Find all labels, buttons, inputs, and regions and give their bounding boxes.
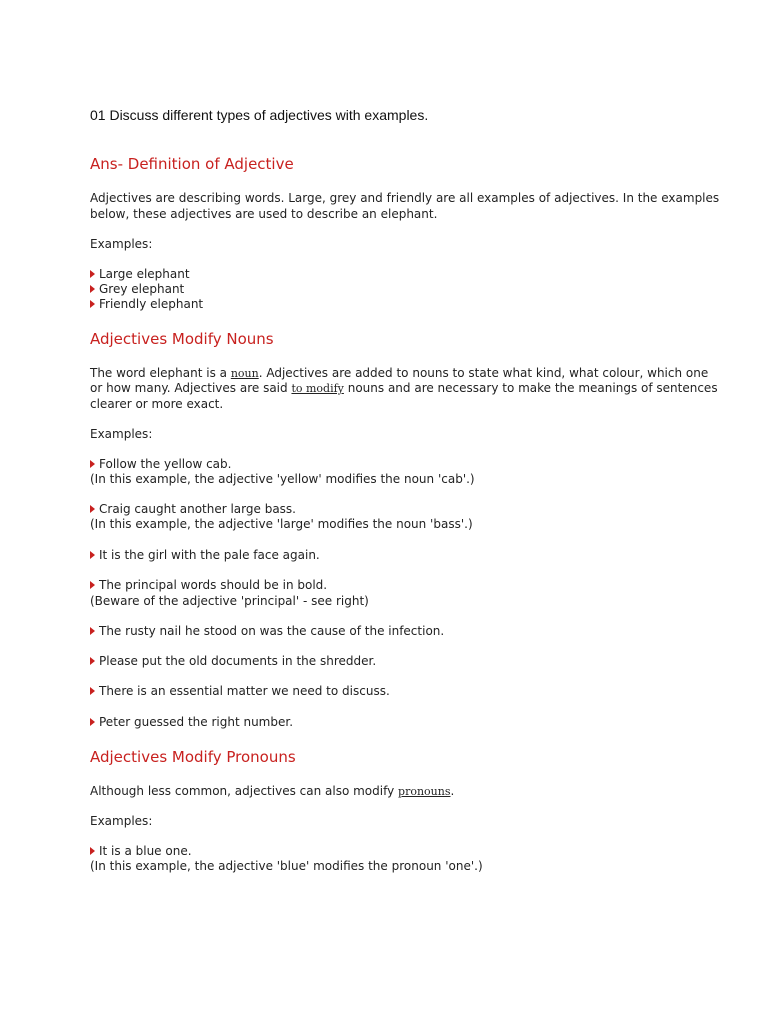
arrow-bullet-icon <box>90 460 95 468</box>
arrow-bullet-icon <box>90 657 95 665</box>
example-note: (In this example, the adjective 'blue' modifies the pronoun 'one'.) <box>90 859 483 873</box>
list-item: Friendly elephant <box>90 297 203 312</box>
examples-label: Examples: <box>90 427 153 441</box>
arrow-bullet-icon <box>90 847 95 855</box>
example-note: (Beware of the adjective 'principal' - see right) <box>90 594 369 608</box>
noun-link[interactable]: noun <box>230 367 259 380</box>
list-item: The principal words should be in bold. <box>90 578 327 593</box>
list-item: Craig caught another large bass. <box>90 502 296 517</box>
arrow-bullet-icon <box>90 551 95 559</box>
arrow-bullet-icon <box>90 505 95 513</box>
question-title: 01 Discuss different types of adjectives with examples. <box>90 107 429 123</box>
arrow-bullet-icon <box>90 718 95 726</box>
list-item: Follow the yellow cab. <box>90 457 231 472</box>
modify-link[interactable]: to modify <box>291 382 344 395</box>
list-item: Please put the old documents in the shredder. <box>90 654 376 669</box>
paragraph-line: or how many. Adjectives are said to modify nouns and are necessary to make the meanings of sentences <box>90 381 718 395</box>
example-note: (In this example, the adjective 'large' modifies the noun 'bass'.) <box>90 517 473 531</box>
paragraph-line: Although less common, adjectives can also modify pronouns. <box>90 784 455 798</box>
examples-label: Examples: <box>90 237 153 251</box>
arrow-bullet-icon <box>90 581 95 589</box>
arrow-bullet-icon <box>90 687 95 695</box>
list-item: Grey elephant <box>90 282 184 297</box>
example-note: (In this example, the adjective 'yellow' modifies the noun 'cab'.) <box>90 472 475 486</box>
paragraph-line: The word elephant is a noun. Adjectives are added to nouns to state what kind, what colour, which one <box>90 366 709 380</box>
paragraph-line: clearer or more exact. <box>90 397 224 411</box>
paragraph-line: Adjectives are describing words. Large, grey and friendly are all examples of adjectives. In the examples <box>90 191 720 205</box>
list-item: Large elephant <box>90 267 190 282</box>
section-heading-definition: Ans- Definition of Adjective <box>90 155 294 173</box>
paragraph-line: below, these adjectives are used to describe an elephant. <box>90 207 438 221</box>
section-heading-nouns: Adjectives Modify Nouns <box>90 330 274 348</box>
examples-label: Examples: <box>90 814 153 828</box>
pronouns-link[interactable]: pronouns <box>398 785 451 798</box>
list-item: There is an essential matter we need to discuss. <box>90 684 390 699</box>
arrow-bullet-icon <box>90 285 95 293</box>
section-heading-pronouns: Adjectives Modify Pronouns <box>90 748 296 766</box>
arrow-bullet-icon <box>90 270 95 278</box>
arrow-bullet-icon <box>90 627 95 635</box>
list-item: The rusty nail he stood on was the cause of the infection. <box>90 624 444 639</box>
arrow-bullet-icon <box>90 300 95 308</box>
list-item: It is a blue one. <box>90 844 192 859</box>
list-item: It is the girl with the pale face again. <box>90 548 320 563</box>
list-item: Peter guessed the right number. <box>90 715 293 730</box>
